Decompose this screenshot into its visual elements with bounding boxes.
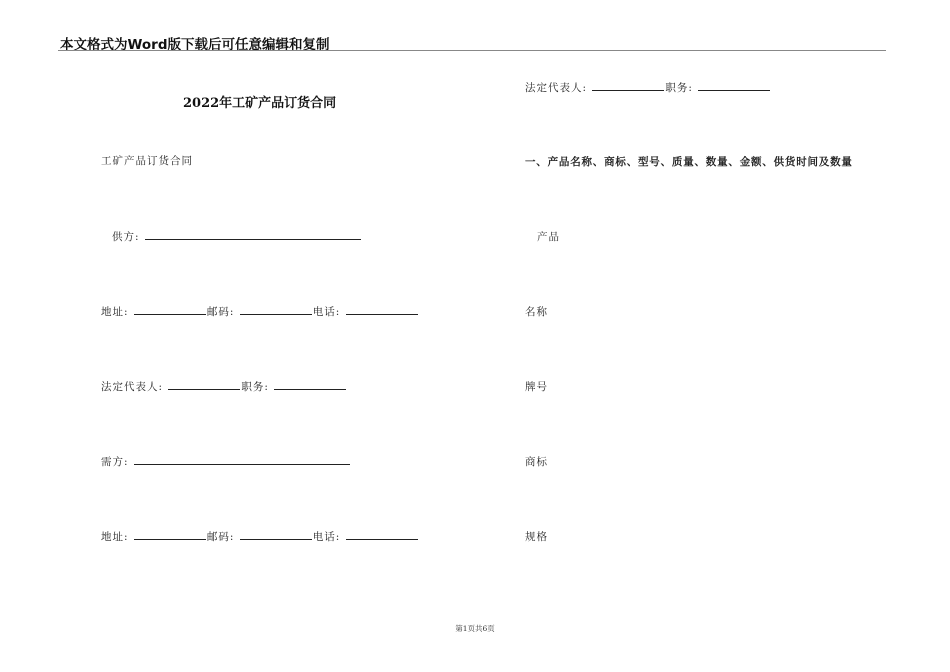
buyer-field[interactable]: [134, 453, 350, 465]
brand-number-text: 牌号: [525, 381, 548, 393]
phone-label: 电话:: [312, 306, 341, 318]
postcode-label: 邮码:: [206, 531, 235, 543]
buyer-line: [101, 453, 351, 469]
supplier-field[interactable]: [145, 228, 361, 240]
postcode-label: 邮码:: [206, 306, 235, 318]
name-label: [525, 304, 548, 319]
header-divider: [58, 50, 886, 51]
buyer-position-field[interactable]: [698, 79, 770, 91]
supplier-postcode-field[interactable]: [240, 303, 312, 315]
phone-label: 电话:: [312, 531, 341, 543]
product-text: 产品: [537, 231, 560, 243]
supplier-legal-rep-line: [101, 378, 347, 394]
contract-subtitle: [101, 153, 193, 168]
supplier-phone-field[interactable]: [346, 303, 418, 315]
section-1-heading: [525, 154, 853, 169]
address-label: 地址:: [101, 306, 129, 318]
buyer-legal-rep-line: [525, 79, 771, 95]
document-title: 2022年工矿产品订货合同: [183, 96, 337, 111]
address-label: 地址:: [101, 531, 129, 543]
spec-text: 规格: [525, 531, 548, 543]
trademark-label: [525, 454, 548, 469]
contract-subtitle-text: 工矿产品订货合同: [101, 155, 193, 167]
section-1-heading-text: 一、产品名称、商标、型号、质量、数量、金额、供货时间及数量: [525, 156, 853, 168]
product-label: [537, 229, 560, 244]
page-header: 本文格式为Word版下载后可任意编辑和复制: [60, 37, 330, 53]
position-label: 职务:: [241, 381, 269, 393]
name-text: 名称: [525, 306, 548, 318]
supplier-address-field[interactable]: [134, 303, 206, 315]
position-label: 职务:: [665, 82, 693, 94]
page-footer: 第1页共6页: [455, 624, 495, 633]
supplier-label: 供方:: [112, 231, 140, 243]
buyer-postcode-field[interactable]: [240, 528, 312, 540]
legal-rep-label: 法定代表人:: [101, 381, 164, 393]
legal-rep-label: 法定代表人:: [525, 82, 588, 94]
brand-number-label: [525, 379, 548, 394]
supplier-position-field[interactable]: [274, 378, 346, 390]
trademark-text: 商标: [525, 456, 548, 468]
spec-label: [525, 529, 548, 544]
buyer-label: 需方:: [101, 456, 129, 468]
buyer-address-line: [101, 528, 419, 544]
supplier-address-line: [101, 303, 419, 319]
buyer-legal-rep-field[interactable]: [592, 79, 664, 91]
buyer-phone-field[interactable]: [346, 528, 418, 540]
buyer-address-field[interactable]: [134, 528, 206, 540]
supplier-line: [112, 228, 362, 244]
supplier-legal-rep-field[interactable]: [168, 378, 240, 390]
